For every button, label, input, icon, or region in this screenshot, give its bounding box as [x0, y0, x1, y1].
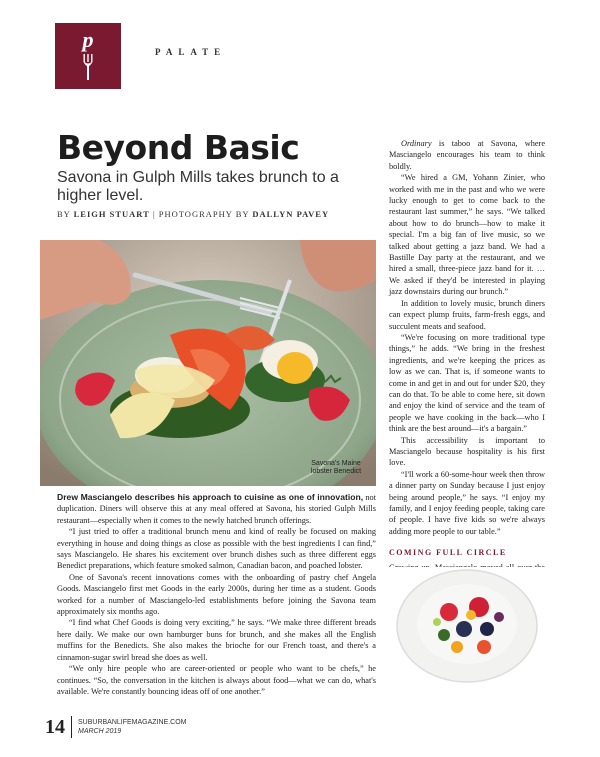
byline-photo-label: PHOTOGRAPHY BY — [158, 209, 250, 219]
byline — [57, 209, 329, 219]
palate-logo — [55, 23, 121, 89]
article-headline: Beyond Basic — [57, 128, 300, 167]
lead-rest: not duplication. Diners will observe this at any meal offered at Savona, his storied Gulph Mills restaurant—especially when it comes to the newly hatched brunch offerings. — [57, 493, 376, 525]
paragraph — [389, 138, 545, 172]
byline-by: BY — [57, 209, 71, 219]
byline-photographer: DALLYN PAVEY — [252, 209, 330, 219]
logo-letter: p — [82, 27, 94, 52]
article-subhead: Savona in Gulph Mills takes brunch to a higher level. — [57, 169, 339, 204]
paragraph-rest: is taboo at Savona, where Masciangelo encourages his team to think boldly. — [389, 139, 545, 171]
paragraph: This accessibility is important to Masciangelo because hospitality is his first love. — [389, 435, 545, 468]
fork-icon — [83, 54, 93, 80]
fruit-bowl-photo — [389, 567, 545, 685]
footer-text — [72, 718, 187, 736]
footer-site: SUBURBANLIFEMAGAZINE.COM — [78, 719, 187, 726]
paragraph: “I'll work a 60-some-hour week then throw a dinner party on Sunday because I just enjoy being around people,” he says. “I enjoy my family, and I enjoy feeding people, taking care of people. I have five kids so we're always adding more people to our table.” — [389, 469, 545, 536]
paragraph: “I just tried to offer a traditional brunch menu and kind of really be focused on making everything in house and doing things as close as possible with the best ingredients I can find,” says Masciangelo. He shares his excitement over brunch dishes such as three different eggs Benedict preparations, which feature smoked salmon, Canadian bacon, and poached lobster. — [57, 527, 376, 571]
page-footer — [45, 716, 187, 738]
paragraph: “We hired a GM, Yohann Zinier, who worked with me in the past and who we were lucky enough to get to come back to the restaurant last summer,” he says. “We talked about how to do brunch—how to make it special. I'm a big fan of live music, so we talked about getting a jazz band. We had a Bastille Day party at the restaurant, and we hired a small, three-piece jazz band for it. … We asked if they'd be interested in playing jazz downstairs during our brunch.” — [389, 173, 545, 297]
emphasis-word: Ordinary — [401, 139, 432, 148]
paragraph: One of Savona's recent innovations comes with the onboarding of pastry chef Angela Goods. Masciangelo first met Goods in the early 2000s, during her time as a student. Goods worked for a number of Masciangelo-led establishments before joining the Savona team approximately six months ago. — [57, 572, 376, 617]
paragraph: “I find what Chef Goods is doing very exciting,” he says. “We make three different breads here daily. We make our own hamburger buns for brunch, and she makes all the English muffins for the Benedicts. She also makes the brioche for our French toast, and there's a cinnamon-sugar swirl bread she does as well. — [57, 618, 376, 662]
section-label: PALATE — [155, 47, 227, 57]
right-column — [389, 138, 545, 607]
paragraph: “We only hire people who are career-oriented or people who want to be chefs,” he continues. “So, the conversation in the kitchen is always about food—what we can do, what's available. We're constantly bouncing ideas off of one another.” — [57, 664, 376, 696]
byline-author: LEIGH STUART — [73, 209, 150, 219]
lead-sentence: Drew Masciangelo describes his approach to cuisine as one of innovation, — [57, 492, 364, 502]
section-subheading: COMING FULL CIRCLE — [389, 548, 507, 558]
left-column — [57, 492, 376, 697]
lobster-benedict-photo — [40, 240, 376, 486]
footer-date: MARCH 2019 — [78, 728, 122, 735]
photo-caption: Savona's Maine lobster Benedict — [310, 460, 362, 475]
byline-separator: | — [152, 209, 156, 219]
paragraph: “We're focusing on more traditional type things,” he adds. “We bring in the freshest ingredients, and we're keeping the prices as low as we can. That is, if someone wants to come in and get in and out for under $20, they can do that. To be able to come here, sit down and enjoy the kind of service and the team of people we have cooking in the back—who I think are the best around—it's a bargain.” — [389, 332, 545, 434]
lead-paragraph — [57, 492, 376, 526]
page-number: 14 — [45, 716, 72, 738]
paragraph: In addition to lovely music, brunch diners can expect plump fruits, farm-fresh eggs, and succulent meats and seafood. — [389, 298, 545, 331]
